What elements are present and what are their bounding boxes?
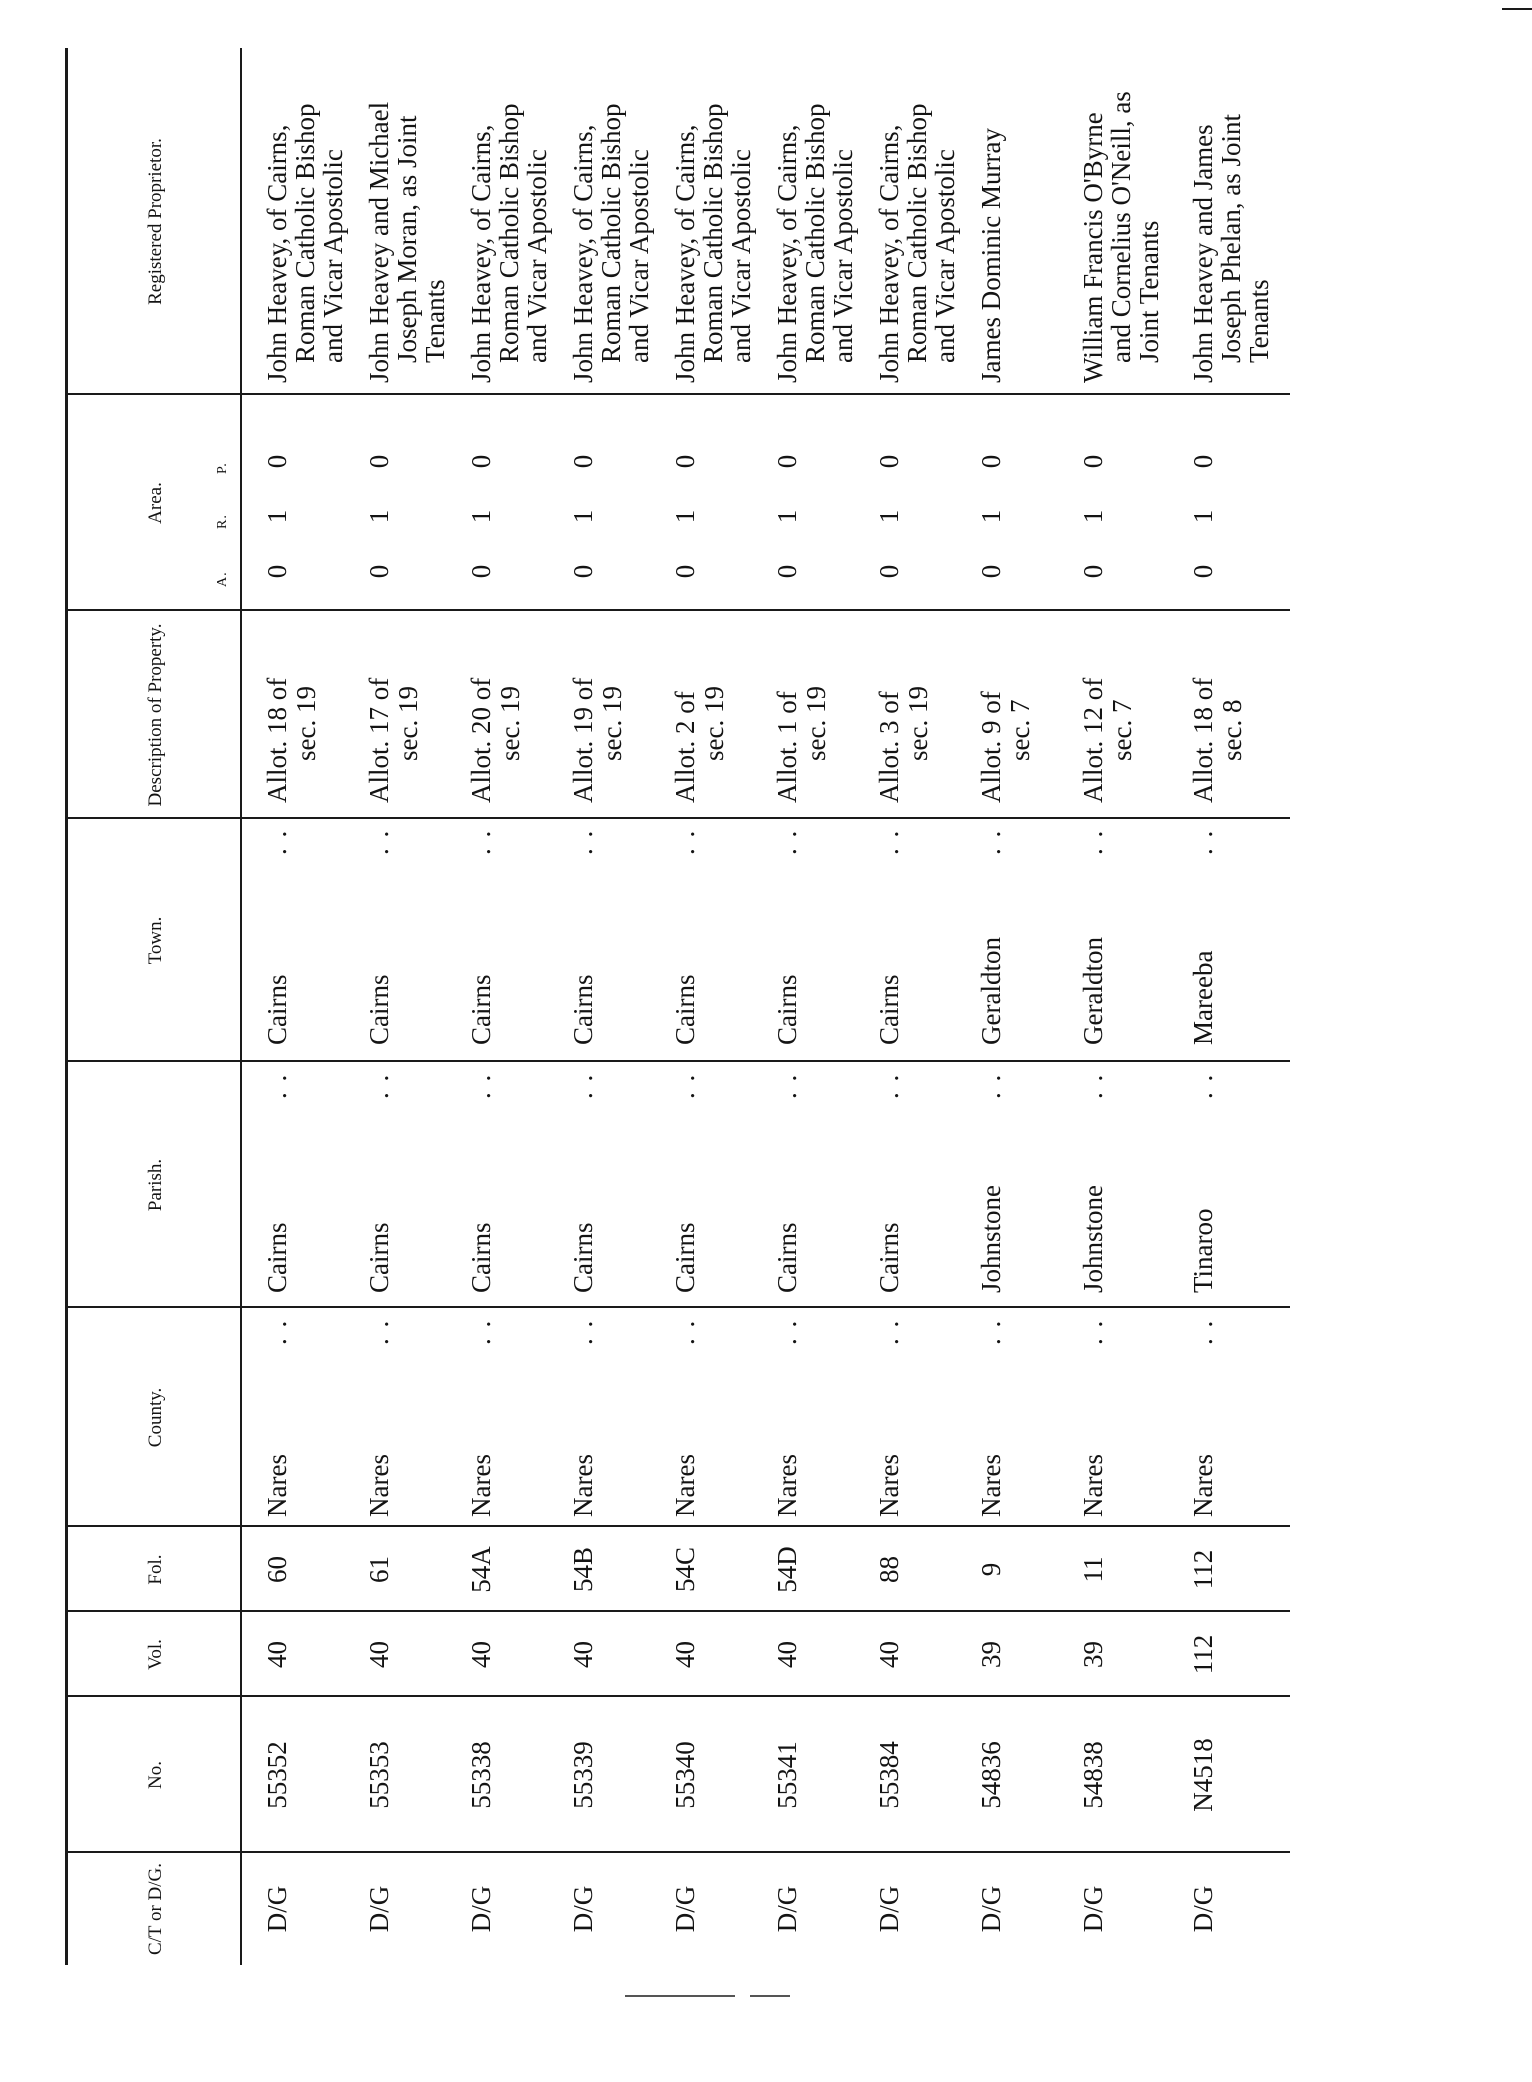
proprietor-line: John Heavey and Michael — [364, 101, 394, 383]
town-leader-dots: . . — [364, 828, 394, 855]
number-cell: 54836 — [976, 1741, 1006, 1809]
county-cell: Nares — [1078, 1454, 1108, 1517]
county-leader-dots: . . — [568, 1318, 598, 1345]
area-unit-roods: R. — [215, 514, 230, 529]
folio-cell: 54A — [466, 1546, 496, 1593]
area-value: 1 — [364, 509, 394, 524]
description-line: Allot. 18 of — [1188, 677, 1218, 803]
town-leader-dots: . . — [568, 828, 598, 855]
proprietor-line: and Vicar Apostolic — [522, 149, 552, 363]
area-value: 1 — [262, 509, 292, 524]
area-value: 0 — [466, 564, 496, 579]
description-line: sec. 19 — [903, 686, 933, 761]
parish-cell: Cairns — [874, 1222, 904, 1293]
folio-cell: 54B — [568, 1547, 598, 1593]
town-cell: Cairns — [874, 974, 904, 1045]
town-cell: Cairns — [364, 974, 394, 1045]
number-cell: 54838 — [1078, 1741, 1108, 1809]
parish-cell: Cairns — [568, 1222, 598, 1293]
parish-leader-dots: . . — [772, 1072, 802, 1099]
proprietor-line: John Heavey, of Cairns, — [874, 124, 904, 383]
proprietor-line: John Heavey, of Cairns, — [568, 124, 598, 383]
area-value: 0 — [262, 564, 292, 579]
header-area: Area. — [144, 482, 166, 524]
area-value: 0 — [568, 454, 598, 469]
header-county: County. — [144, 1387, 166, 1448]
ct-cell: D/G — [772, 1885, 802, 1933]
parish-leader-dots: . . — [364, 1072, 394, 1099]
town-leader-dots: . . — [670, 828, 700, 855]
volume-cell: 40 — [262, 1641, 292, 1668]
folio-cell: 54D — [772, 1546, 802, 1593]
parish-cell: Tinaroo — [1188, 1208, 1218, 1293]
parish-leader-dots: . . — [1188, 1072, 1218, 1099]
description-line: sec. 19 — [597, 686, 627, 761]
parish-cell: Cairns — [670, 1222, 700, 1293]
proprietor-line: and Vicar Apostolic — [624, 149, 654, 363]
description-cell — [1189, 678, 1247, 803]
county-cell: Nares — [568, 1454, 598, 1517]
folio-cell: 88 — [874, 1556, 904, 1583]
parish-cell: Cairns — [364, 1222, 394, 1293]
parish-cell: Cairns — [466, 1222, 496, 1293]
proprietor-line: James Dominic Murray — [976, 128, 1006, 383]
area-value: 1 — [976, 509, 1006, 524]
proprietor-line: Tenants — [420, 279, 450, 363]
county-leader-dots: . . — [466, 1318, 496, 1345]
area-value: 0 — [874, 564, 904, 579]
description-line: Allot. 12 of — [1078, 677, 1108, 803]
volume-cell: 40 — [466, 1641, 496, 1668]
proprietor-line: Joseph Phelan, as Joint — [1216, 114, 1246, 363]
proprietor-line: John Heavey, of Cairns, — [466, 124, 496, 383]
county-cell: Nares — [772, 1454, 802, 1517]
area-value: 1 — [874, 509, 904, 524]
volume-cell: 112 — [1188, 1634, 1218, 1675]
area-value: 0 — [364, 564, 394, 579]
county-leader-dots: . . — [1078, 1318, 1108, 1345]
county-cell: Nares — [1188, 1454, 1218, 1517]
parish-leader-dots: . . — [466, 1072, 496, 1099]
county-cell: Nares — [364, 1454, 394, 1517]
proprietor-line: John Heavey, of Cairns, — [772, 124, 802, 383]
county-cell: Nares — [466, 1454, 496, 1517]
proprietor-line: and Vicar Apostolic — [318, 149, 348, 363]
description-line: Allot. 17 of — [364, 677, 394, 803]
area-value: 0 — [364, 454, 394, 469]
area-unit-acres: A. — [215, 571, 230, 587]
county-cell: Nares — [670, 1454, 700, 1517]
proprietor-line: John Heavey, of Cairns, — [262, 124, 292, 383]
area-value: 1 — [1078, 509, 1108, 524]
number-cell: 55341 — [772, 1741, 802, 1809]
volume-cell: 40 — [874, 1641, 904, 1668]
area-value: 0 — [466, 454, 496, 469]
area-value: 1 — [568, 509, 598, 524]
description-line: sec. 19 — [291, 686, 321, 761]
proprietor-line: and Vicar Apostolic — [930, 149, 960, 363]
parish-cell: Johnstone — [976, 1185, 1006, 1293]
proprietor-cell — [1189, 53, 1273, 383]
parish-cell: Cairns — [772, 1222, 802, 1293]
town-cell: Mareeba — [1188, 950, 1218, 1045]
bottom-mark — [750, 1995, 790, 1997]
ct-cell: D/G — [976, 1885, 1006, 1933]
area-value: 0 — [874, 454, 904, 469]
town-leader-dots: . . — [976, 828, 1006, 855]
county-leader-dots: . . — [772, 1318, 802, 1345]
parish-leader-dots: . . — [262, 1072, 292, 1099]
county-cell: Nares — [262, 1454, 292, 1517]
header-vol: Vol. — [144, 1639, 166, 1670]
number-cell: 55338 — [466, 1741, 496, 1809]
area-value: 1 — [466, 509, 496, 524]
parish-leader-dots: . . — [670, 1072, 700, 1099]
number-cell: 55353 — [364, 1741, 394, 1809]
parish-leader-dots: . . — [874, 1072, 904, 1099]
number-cell: N4518 — [1188, 1738, 1218, 1812]
county-leader-dots: . . — [874, 1318, 904, 1345]
volume-cell: 40 — [772, 1641, 802, 1668]
header-ct: C/T or D/G. — [144, 1863, 166, 1956]
folio-cell: 54C — [670, 1547, 700, 1593]
town-leader-dots: . . — [1078, 828, 1108, 855]
proprietor-line: Roman Catholic Bishop — [290, 103, 320, 363]
folio-cell: 61 — [364, 1556, 394, 1583]
description-line: Allot. 20 of — [466, 677, 496, 803]
area-value: 0 — [772, 564, 802, 579]
proprietor-line: Roman Catholic Bishop — [698, 103, 728, 363]
town-cell: Geraldton — [1078, 937, 1108, 1045]
area-value: 0 — [976, 564, 1006, 579]
proprietor-line: Roman Catholic Bishop — [902, 103, 932, 363]
description-line: sec. 7 — [1107, 699, 1137, 761]
description-line: sec. 19 — [393, 686, 423, 761]
area-unit-perches: P. — [215, 462, 230, 474]
proprietor-line: John Heavey, of Cairns, — [670, 124, 700, 383]
ct-cell: D/G — [262, 1885, 292, 1933]
proprietor-line: John Heavey and James — [1188, 124, 1218, 383]
area-value: 0 — [670, 454, 700, 469]
number-cell: 55384 — [874, 1741, 904, 1809]
volume-cell: 39 — [1078, 1641, 1108, 1668]
parish-cell: Johnstone — [1078, 1185, 1108, 1293]
proprietor-line: Joseph Moran, as Joint — [392, 115, 422, 363]
proprietor-line: and Vicar Apostolic — [828, 149, 858, 363]
ct-cell: D/G — [670, 1885, 700, 1933]
register-table — [65, 48, 1290, 1965]
folio-cell: 9 — [976, 1562, 1006, 1577]
town-cell: Cairns — [670, 974, 700, 1045]
parish-leader-dots: . . — [568, 1072, 598, 1099]
header-description: Description of Property. — [144, 623, 166, 807]
county-leader-dots: . . — [670, 1318, 700, 1345]
volume-cell: 40 — [670, 1641, 700, 1668]
parish-cell: Cairns — [262, 1222, 292, 1293]
town-leader-dots: . . — [772, 828, 802, 855]
description-line: Allot. 1 of — [772, 691, 802, 803]
description-line: sec. 19 — [801, 686, 831, 761]
proprietor-line: Roman Catholic Bishop — [800, 103, 830, 363]
county-cell: Nares — [976, 1454, 1006, 1517]
ct-cell: D/G — [568, 1885, 598, 1933]
description-line: sec. 19 — [699, 686, 729, 761]
proprietor-line: Tenants — [1244, 279, 1274, 363]
county-leader-dots: . . — [1188, 1318, 1218, 1345]
description-line: Allot. 9 of — [976, 691, 1006, 803]
number-cell: 55339 — [568, 1741, 598, 1809]
table-row — [65, 48, 1290, 1965]
description-line: sec. 19 — [495, 686, 525, 761]
description-line: Allot. 2 of — [670, 691, 700, 803]
page-edge-rule — [1502, 8, 1532, 10]
ct-cell: D/G — [874, 1885, 904, 1933]
folio-cell: 11 — [1078, 1556, 1108, 1583]
area-value: 1 — [772, 509, 802, 524]
town-cell: Cairns — [772, 974, 802, 1045]
description-line: Allot. 18 of — [262, 677, 292, 803]
town-cell: Geraldton — [976, 937, 1006, 1045]
bottom-mark — [625, 1995, 735, 1997]
volume-cell: 40 — [568, 1641, 598, 1668]
town-leader-dots: . . — [874, 828, 904, 855]
town-cell: Cairns — [568, 974, 598, 1045]
county-leader-dots: . . — [262, 1318, 292, 1345]
ct-cell: D/G — [364, 1885, 394, 1933]
county-cell: Nares — [874, 1454, 904, 1517]
volume-cell: 40 — [364, 1641, 394, 1668]
area-value: 0 — [976, 454, 1006, 469]
proprietor-line: and Cornelius O'Neill, as — [1106, 91, 1136, 363]
description-line: Allot. 3 of — [874, 691, 904, 803]
parish-leader-dots: . . — [976, 1072, 1006, 1099]
number-cell: 55340 — [670, 1741, 700, 1809]
header-town: Town. — [144, 916, 166, 965]
area-value: 1 — [670, 509, 700, 524]
header-proprietor: Registered Proprietor. — [144, 138, 166, 305]
proprietor-line: Roman Catholic Bishop — [596, 103, 626, 363]
town-cell: Cairns — [262, 974, 292, 1045]
area-value: 0 — [568, 564, 598, 579]
area-value: 0 — [262, 454, 292, 469]
proprietor-line: Joint Tenants — [1134, 220, 1164, 363]
town-leader-dots: . . — [262, 828, 292, 855]
area-value: 0 — [772, 454, 802, 469]
proprietor-line: and Vicar Apostolic — [726, 149, 756, 363]
town-leader-dots: . . — [1188, 828, 1218, 855]
area-value: 0 — [1188, 454, 1218, 469]
town-leader-dots: . . — [466, 828, 496, 855]
county-leader-dots: . . — [364, 1318, 394, 1345]
volume-cell: 39 — [976, 1641, 1006, 1668]
area-value: 0 — [670, 564, 700, 579]
description-line: sec. 7 — [1005, 699, 1035, 761]
ct-cell: D/G — [1188, 1885, 1218, 1933]
header-no: No. — [144, 1761, 166, 1789]
header-fol: Fol. — [144, 1554, 166, 1585]
parish-leader-dots: . . — [1078, 1072, 1108, 1099]
number-cell: 55352 — [262, 1741, 292, 1809]
ct-cell: D/G — [466, 1885, 496, 1933]
area-value: 0 — [1188, 564, 1218, 579]
town-cell: Cairns — [466, 974, 496, 1045]
county-leader-dots: . . — [976, 1318, 1006, 1345]
folio-cell: 112 — [1188, 1549, 1218, 1590]
area-cell — [1189, 434, 1218, 599]
description-line: sec. 8 — [1217, 699, 1247, 761]
description-line: Allot. 19 of — [568, 677, 598, 803]
ct-cell: D/G — [1078, 1885, 1108, 1933]
folio-cell: 60 — [262, 1556, 292, 1583]
header-parish: Parish. — [144, 1158, 166, 1212]
area-value: 0 — [1078, 564, 1108, 579]
area-value: 1 — [1188, 509, 1218, 524]
area-value: 0 — [1078, 454, 1108, 469]
proprietor-line: Roman Catholic Bishop — [494, 103, 524, 363]
proprietor-line: William Francis O'Byrne — [1078, 112, 1108, 383]
